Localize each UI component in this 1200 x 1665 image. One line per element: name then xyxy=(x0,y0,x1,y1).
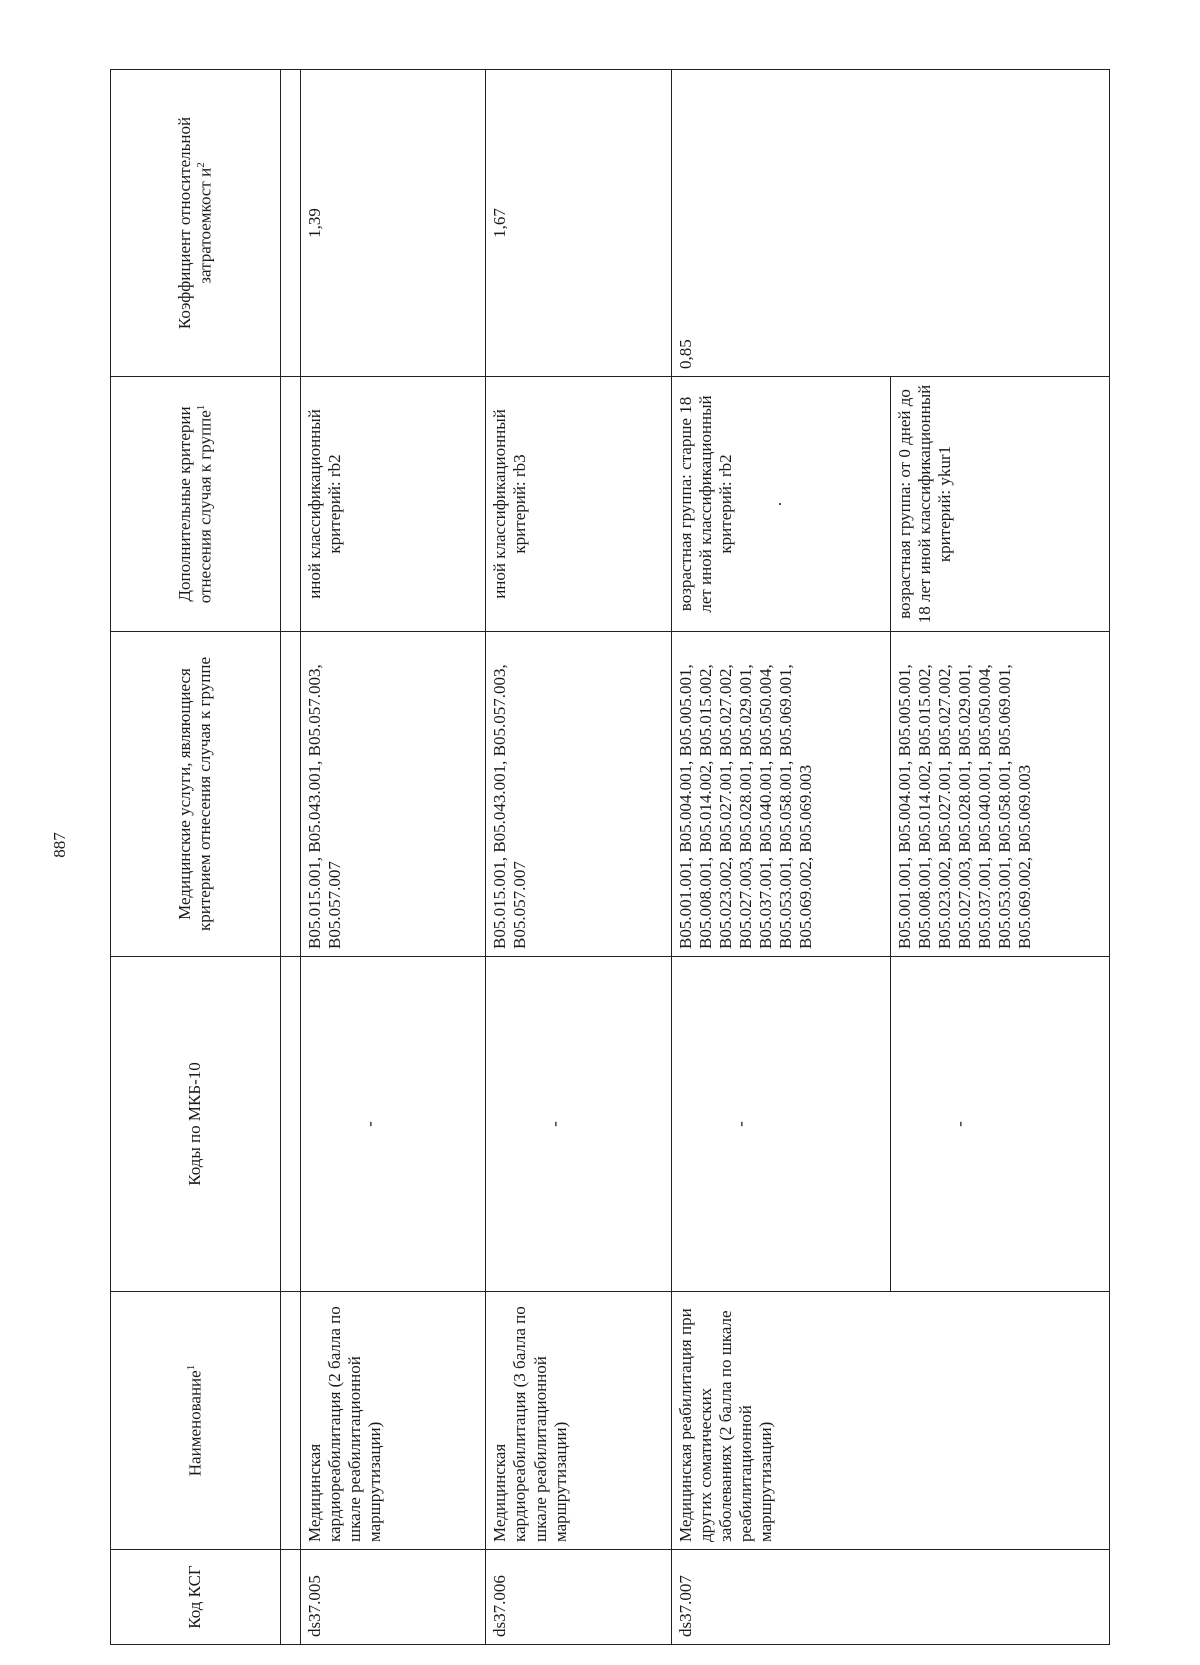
cost-coefficient: 1,67 xyxy=(486,70,672,377)
table-row xyxy=(300,70,486,1645)
table-row xyxy=(672,70,891,1645)
page-number: 887 xyxy=(50,832,69,858)
mkb-codes: - xyxy=(672,957,891,1292)
medical-services: B05.015.001, B05.043.001, B05.057.003, B05.057.007 xyxy=(300,632,486,957)
ksg-code: ds37.006 xyxy=(486,1550,672,1645)
cost-coefficient: 1,39 xyxy=(300,70,486,377)
header-spacer-row xyxy=(280,70,300,1645)
mkb-codes: - xyxy=(300,957,486,1292)
rotated-table-wrapper xyxy=(110,70,1110,1645)
header-services: Медицинские услуги, являющиеся критерием отнесения случая к группе xyxy=(111,632,281,957)
medical-services: B05.015.001, B05.043.001, B05.057.003, B05.057.007 xyxy=(486,632,672,957)
cost-coefficient: 0,85 xyxy=(672,70,1110,377)
header-name: Наименование$^1$ xyxy=(111,1292,281,1550)
header-mkb: Коды по МКБ-10 xyxy=(111,957,281,1292)
medical-services: B05.001.001, B05.004.001, B05.005.001, B05.008.001, B05.014.002, B05.015.002, B05.023.002, B05.027.001, B05.027.002, B05.027.003, B05.028.001, B05.029.001, B05.037.001, B05.040.001, B05.050.004, B05.053.001, B05.058.001, B05.069.001, B05.069.002, B05.069.003 xyxy=(891,632,1110,957)
ksg-code: ds37.005 xyxy=(300,1550,486,1645)
mkb-codes: - xyxy=(486,957,672,1292)
ksg-name: Медицинская кардиореабилитация (2 балла по шкале реабилитационной маршрутизации) xyxy=(300,1292,486,1550)
table-row xyxy=(486,70,672,1645)
extra-criteria: иной классификационный критерий: rb2 xyxy=(300,377,486,632)
medical-services: B05.001.001, B05.004.001, B05.005.001, B05.008.001, B05.014.002, B05.015.002, B05.023.002, B05.027.001, B05.027.002, B05.027.003, B05.028.001, B05.029.001, B05.037.001, B05.040.001, B05.050.004, B05.053.001, B05.058.001, B05.069.001, B05.069.002, B05.069.003 xyxy=(672,632,891,957)
ksg-code: ds37.007 xyxy=(672,1550,1110,1645)
ksg-name: Медицинская реабилитация при других соматических заболеваниях (2 балла по шкале реабилитационной маршрутизации) xyxy=(672,1292,1110,1550)
header-coef: Коэффициент относительной затратоемкост $и^2$ xyxy=(111,70,281,377)
ksg-table xyxy=(110,69,1110,1645)
extra-criteria: возрастная группа: старше 18 лет иной классификационный критерий: rb2 . xyxy=(672,377,891,632)
extra-criteria: возрастная группа: от 0 дней до 18 лет иной классификационный критерий: ykur1 xyxy=(891,377,1110,632)
table-header-row xyxy=(111,70,281,1645)
extra-criteria: иной классификационный критерий: rb3 xyxy=(486,377,672,632)
header-code: Код КСГ xyxy=(111,1550,281,1645)
ksg-name: Медицинская кардиореабилитация (3 балла по шкале реабилитационной маршрутизации) xyxy=(486,1292,672,1550)
mkb-codes: - xyxy=(891,957,1110,1292)
header-criteria: Дополнительные критерии отнесения случая к группе$^1$ xyxy=(111,377,281,632)
